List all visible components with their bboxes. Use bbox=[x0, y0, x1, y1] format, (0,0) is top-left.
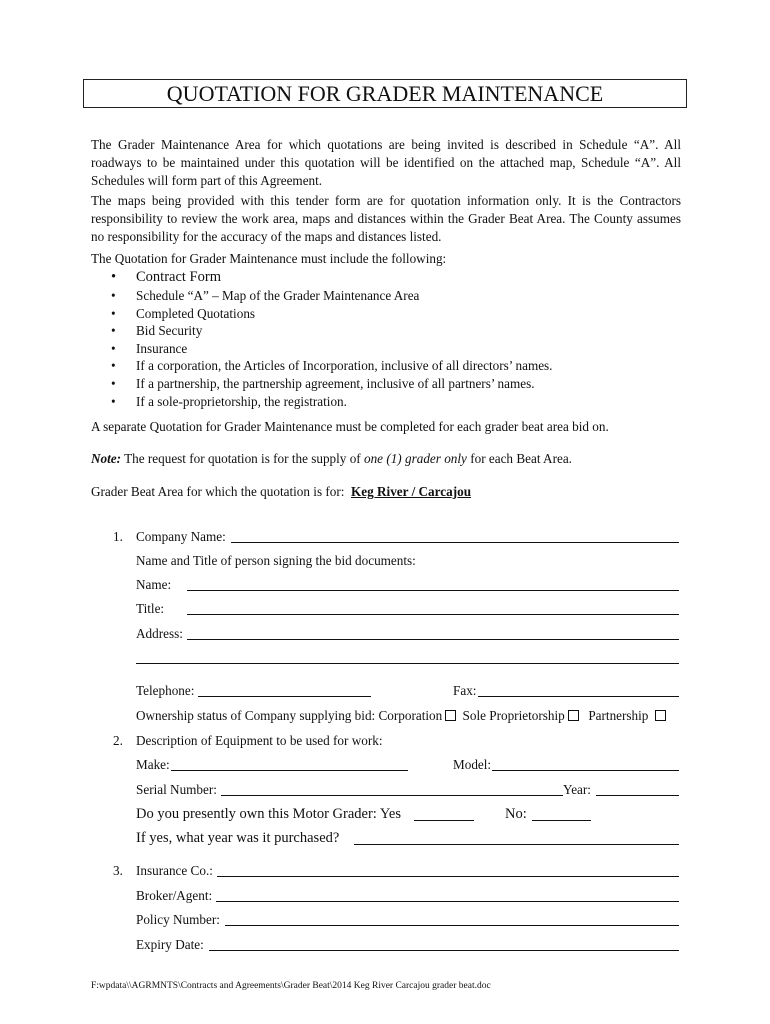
equipment-heading: Description of Equipment to be used for work: bbox=[136, 733, 383, 748]
requirements-list bbox=[109, 267, 552, 410]
note-emphasis: one (1) grader only bbox=[363, 451, 467, 466]
list-item: • Insurance bbox=[109, 340, 552, 358]
insurance-company-label: Insurance Co.: bbox=[136, 863, 213, 878]
own-no-label: No: bbox=[505, 806, 527, 822]
beat-area-line bbox=[91, 483, 471, 501]
signer-heading: Name and Title of person signing the bid documents: bbox=[136, 553, 416, 568]
note-text-after: for each Beat Area. bbox=[470, 451, 572, 466]
fax-label: Fax: bbox=[453, 683, 477, 698]
intro-paragraph-2: The maps being provided with this tender form are for quotation information only. It is the Contractors responsibility to review the work area, maps and distances within the Grader Beat Area. The County assumes no responsibility for the accuracy of the maps and distances listed. bbox=[91, 193, 681, 244]
expiry-date-label: Expiry Date: bbox=[136, 937, 204, 952]
serial-number-label: Serial Number: bbox=[136, 782, 217, 797]
make-label: Make: bbox=[136, 757, 170, 772]
year-label: Year: bbox=[563, 782, 591, 797]
list-item: • Schedule “A” – Map of the Grader Maintenance Area bbox=[109, 287, 552, 305]
list-item: • If a partnership, the partnership agreement, inclusive of all partners’ names. bbox=[109, 375, 552, 393]
address-field-line-1[interactable] bbox=[187, 639, 679, 640]
beat-area-label: Grader Beat Area for which the quotation is for: bbox=[91, 484, 345, 499]
policy-number-label: Policy Number: bbox=[136, 912, 220, 927]
section-1-number: 1. bbox=[113, 529, 123, 544]
section-3-number: 3. bbox=[113, 863, 123, 878]
policy-number-field[interactable] bbox=[225, 925, 679, 926]
model-label: Model: bbox=[453, 757, 492, 772]
make-field[interactable] bbox=[171, 770, 408, 771]
partnership-checkbox[interactable] bbox=[655, 710, 666, 721]
year-field[interactable] bbox=[596, 795, 679, 796]
list-item: • Contract Form bbox=[109, 267, 552, 287]
intro-paragraph-1: The Grader Maintenance Area for which quotations are being invited is described in Schedule “A”. All roadways to be maintained under this quotation will be identified on the attached map, Schedule “A”. All Schedules will form part of this Agreement. bbox=[91, 137, 681, 188]
telephone-field[interactable] bbox=[198, 696, 371, 697]
company-name-field[interactable] bbox=[231, 542, 679, 543]
name-field[interactable] bbox=[187, 590, 679, 591]
broker-agent-field[interactable] bbox=[216, 901, 679, 902]
section-2-number: 2. bbox=[113, 733, 123, 748]
list-item: • Completed Quotations bbox=[109, 305, 552, 323]
address-label: Address: bbox=[136, 626, 183, 641]
own-no-field[interactable] bbox=[532, 820, 591, 821]
serial-number-field[interactable] bbox=[221, 795, 563, 796]
name-label: Name: bbox=[136, 577, 172, 592]
own-grader-question: Do you presently own this Motor Grader: Yes bbox=[136, 806, 402, 822]
footer-file-path: F:wpdata\\AGRMNTS\Contracts and Agreements\Grader Beat\2014 Keg River Carcajou grader beat.doc bbox=[91, 981, 491, 991]
ownership-label: Ownership status of Company supplying bid: bbox=[136, 708, 376, 723]
document-title: QUOTATION FOR GRADER MAINTENANCE bbox=[83, 79, 687, 108]
list-item: • If a corporation, the Articles of Incorporation, inclusive of all directors’ names. bbox=[109, 357, 552, 375]
address-field-line-2[interactable] bbox=[136, 663, 679, 664]
note-text-before: The request for quotation is for the supply of bbox=[124, 451, 361, 466]
list-item: • Bid Security bbox=[109, 322, 552, 340]
model-field[interactable] bbox=[492, 770, 679, 771]
corporation-checkbox[interactable] bbox=[445, 710, 456, 721]
ownership-option-partnership: Partnership bbox=[588, 708, 649, 723]
purchase-year-question: If yes, what year was it purchased? bbox=[136, 830, 340, 846]
company-name-label: Company Name: bbox=[136, 529, 226, 544]
own-yes-field[interactable] bbox=[414, 820, 474, 821]
sole-proprietorship-checkbox[interactable] bbox=[568, 710, 579, 721]
supply-note bbox=[91, 450, 572, 468]
fax-field[interactable] bbox=[478, 696, 679, 697]
title-label: Title: bbox=[136, 601, 165, 616]
list-item: • If a sole-proprietorship, the registration. bbox=[109, 393, 552, 411]
beat-area-value: Keg River / Carcajou bbox=[351, 484, 472, 499]
expiry-date-field[interactable] bbox=[209, 950, 679, 951]
intro-paragraph-3: The Quotation for Grader Maintenance must include the following: bbox=[91, 251, 447, 266]
ownership-option-corporation: Corporation bbox=[378, 708, 443, 723]
title-field[interactable] bbox=[187, 614, 679, 615]
separate-quotation-note: A separate Quotation for Grader Maintenance must be completed for each grader beat area bid on. bbox=[91, 419, 609, 434]
note-label: Note: bbox=[91, 451, 122, 466]
telephone-label: Telephone: bbox=[136, 683, 195, 698]
purchase-year-field[interactable] bbox=[354, 844, 679, 845]
ownership-line bbox=[136, 707, 669, 725]
insurance-company-field[interactable] bbox=[217, 876, 679, 877]
broker-agent-label: Broker/Agent: bbox=[136, 888, 213, 903]
ownership-option-sole-proprietorship: Sole Proprietorship bbox=[462, 708, 565, 723]
